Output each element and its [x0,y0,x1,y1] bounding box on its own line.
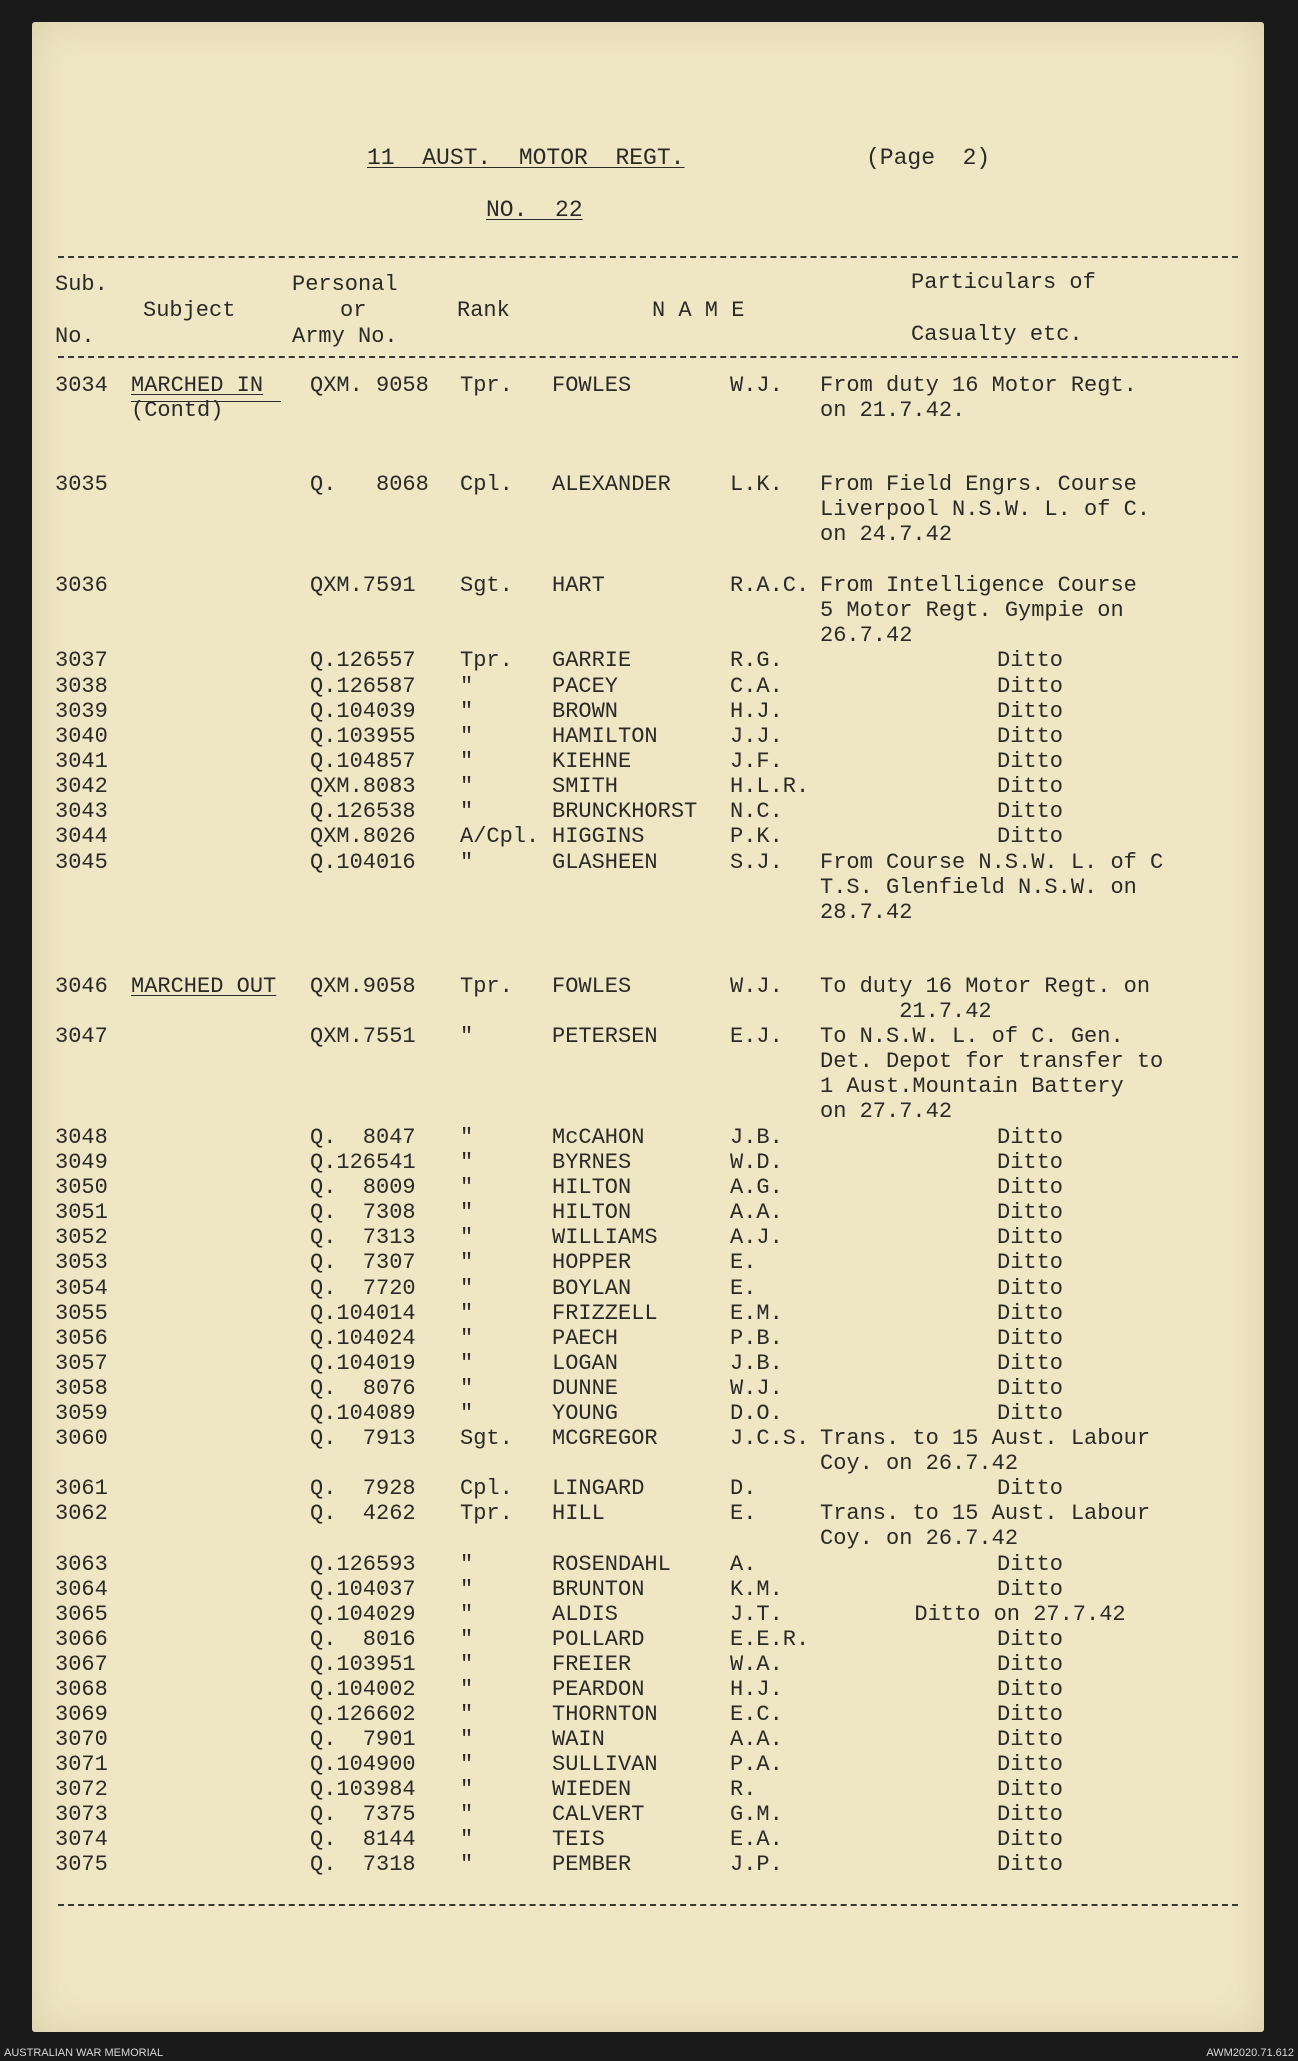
col-army-no-label: Army No. [292,324,398,349]
initials: E.M. [730,1301,783,1326]
particulars-line: Ditto [996,1200,1064,1225]
initials: E.J. [730,1024,783,1049]
army-number: Q.126541 [310,1150,416,1175]
sub-number: 3059 [55,1401,108,1426]
sub-number: 3053 [55,1250,108,1275]
document-number: NO. 22 [486,197,583,223]
initials: E. [730,1276,757,1301]
initials: E.C. [730,1702,783,1727]
initials: A.A. [730,1727,783,1752]
initials: D.O. [730,1401,783,1426]
col-or-label: or [340,298,367,323]
army-number: Q.104039 [310,699,416,724]
sub-number: 3071 [55,1752,108,1777]
army-number: Q.104002 [310,1677,416,1702]
particulars-line: Ditto [996,1802,1064,1827]
army-number: QXM.8083 [310,774,416,799]
sub-number: 3068 [55,1677,108,1702]
rank: " [460,1702,474,1727]
initials: W.D. [730,1150,783,1175]
army-number: Q. 7308 [310,1200,416,1225]
initials: A. [730,1552,757,1577]
sub-number: 3036 [55,573,108,598]
rank: " [460,1125,474,1150]
sub-number: 3070 [55,1727,108,1752]
surname: HART [552,573,605,598]
surname: BOYLAN [552,1276,632,1301]
rank: " [460,1175,474,1200]
rank: " [460,1225,474,1250]
particulars-line: on 27.7.42 [820,1099,953,1124]
particulars-line: Ditto [996,1376,1064,1401]
surname: FREIER [552,1652,632,1677]
sub-number: 3066 [55,1627,108,1652]
initials: C.A. [730,674,783,699]
particulars-line: Ditto [996,1627,1064,1652]
surname: GLASHEEN [552,850,658,875]
unit-title: 11 AUST. MOTOR REGT. [367,145,685,171]
rank: Tpr. [460,373,513,398]
rank: " [460,1301,474,1326]
particulars-line: 26.7.42 [820,623,913,648]
surname: HILL [552,1501,605,1526]
particulars-line: Coy. on 26.7.42 [820,1451,1019,1476]
surname: THORNTON [552,1702,658,1727]
army-number: Q. 8016 [310,1627,416,1652]
army-number: Q. 7928 [310,1476,416,1501]
particulars-line: From Intelligence Course [820,573,1137,598]
surname: McCAHON [552,1125,645,1150]
sub-number: 3073 [55,1802,108,1827]
rank: " [460,1376,474,1401]
surname: PEMBER [552,1852,632,1877]
surname: SMITH [552,774,619,799]
rank: " [460,1024,474,1049]
rank: Tpr. [460,648,513,673]
sub-number: 3063 [55,1552,108,1577]
sub-number: 3058 [55,1376,108,1401]
sub-number: 3043 [55,799,108,824]
initials: K.M. [730,1577,783,1602]
surname: TEIS [552,1827,605,1852]
archive-footer [0,2044,1298,2061]
rank: Cpl. [460,1476,513,1501]
subject: MARCHED OUT [131,974,277,999]
sub-number: 3050 [55,1175,108,1200]
army-number: Q.104900 [310,1752,416,1777]
col-name-label: N A M E [652,298,745,323]
particulars-line: From Field Engrs. Course [820,472,1137,497]
initials: J.C.S. [730,1426,810,1451]
surname: PACEY [552,674,619,699]
rank: " [460,774,474,799]
rank: " [460,1552,474,1577]
sub-number: 3069 [55,1702,108,1727]
rank: " [460,674,474,699]
surname: FOWLES [552,974,632,999]
surname: BRUNTON [552,1577,645,1602]
surname: BYRNES [552,1150,632,1175]
surname: LOGAN [552,1351,619,1376]
surname: DUNNE [552,1376,619,1401]
army-number: QXM.7551 [310,1024,416,1049]
col-subject-label: Subject [143,298,236,323]
col-personal-label: Personal [292,272,398,297]
surname: FRIZZELL [552,1301,658,1326]
rank: Sgt. [460,1426,513,1451]
army-number: Q.104019 [310,1351,416,1376]
rank: " [460,724,474,749]
particulars-line: Ditto [996,1250,1064,1275]
rank: " [460,1276,474,1301]
surname: FOWLES [552,373,632,398]
initials: R. [730,1777,757,1802]
particulars-line: Ditto on 27.7.42 [914,1602,1126,1627]
initials: P.A. [730,1752,783,1777]
sub-number: 3054 [55,1276,108,1301]
initials: N.C. [730,799,783,824]
sub-number: 3044 [55,824,108,849]
surname: YOUNG [552,1401,619,1426]
particulars-line: Ditto [996,1401,1064,1426]
surname: ROSENDAHL [552,1552,671,1577]
surname: HIGGINS [552,824,645,849]
surname: WILLIAMS [552,1225,658,1250]
sub-number: 3055 [55,1301,108,1326]
initials: R.A.C. [730,573,810,598]
army-number: Q. 7901 [310,1727,416,1752]
rank: Tpr. [460,974,513,999]
sub-number: 3065 [55,1602,108,1627]
surname: HOPPER [552,1250,632,1275]
sub-number: 3048 [55,1125,108,1150]
header-divider [58,356,1238,358]
particulars-line: Ditto [996,1552,1064,1577]
rank: " [460,1802,474,1827]
surname: WAIN [552,1727,605,1752]
particulars-line: Coy. on 26.7.42 [820,1526,1019,1551]
rank: " [460,1652,474,1677]
army-number: Q. 7307 [310,1250,416,1275]
sub-number: 3045 [55,850,108,875]
surname: PETERSEN [552,1024,658,1049]
particulars-line: Ditto [996,1677,1064,1702]
sub-number: 3046 [55,974,108,999]
particulars-line: Ditto [996,1175,1064,1200]
army-number: Q.126593 [310,1552,416,1577]
army-number: QXM.7591 [310,573,416,598]
particulars-line: Ditto [996,1125,1064,1150]
sub-number: 3038 [55,674,108,699]
army-number: Q. 8076 [310,1376,416,1401]
surname: MCGREGOR [552,1426,658,1451]
surname: LINGARD [552,1476,645,1501]
army-number: Q. 7375 [310,1802,416,1827]
col-casualty-label: Casualty etc. [911,322,1083,347]
surname: ALEXANDER [552,472,671,497]
col-sub-label: Sub. [55,272,108,297]
army-number: Q.126557 [310,648,416,673]
particulars-line: on 21.7.42. [820,398,966,423]
particulars-line: Ditto [996,1150,1064,1175]
particulars-line: Ditto [996,1577,1064,1602]
surname: PEARDON [552,1677,645,1702]
initials: L.K. [730,472,783,497]
sub-number: 3037 [55,648,108,673]
sub-number: 3049 [55,1150,108,1175]
sub-number: 3051 [55,1200,108,1225]
initials: P.K. [730,824,783,849]
army-number: Q. 4262 [310,1501,416,1526]
sub-number: 3074 [55,1827,108,1852]
particulars-line: To duty 16 Motor Regt. on [820,974,1151,999]
particulars-line: 5 Motor Regt. Gympie on [820,598,1124,623]
initials: W.J. [730,373,783,398]
initials: H.J. [730,699,783,724]
particulars-line: Det. Depot for transfer to [820,1049,1164,1074]
initials: A.J. [730,1225,783,1250]
particulars-line: From Course N.S.W. L. of C [820,850,1164,875]
initials: A.G. [730,1175,783,1200]
rank: " [460,1777,474,1802]
particulars-line: Ditto [996,1827,1064,1852]
sub-number: 3062 [55,1501,108,1526]
rank: " [460,1677,474,1702]
rank: " [460,1401,474,1426]
rank: " [460,1577,474,1602]
top-divider [58,256,1238,258]
initials: W.A. [730,1652,783,1677]
initials: J.P. [730,1852,783,1877]
sub-number: 3075 [55,1852,108,1877]
rank: Cpl. [460,472,513,497]
rank: " [460,850,474,875]
surname: POLLARD [552,1627,645,1652]
sub-number: 3057 [55,1351,108,1376]
sub-number: 3052 [55,1225,108,1250]
rank: " [460,1727,474,1752]
subject: MARCHED IN [131,373,264,398]
rank: " [460,1326,474,1351]
particulars-line: Ditto [996,749,1064,774]
initials: E.E.R. [730,1627,810,1652]
col-no-label: No. [55,324,95,349]
particulars-line: To N.S.W. L. of C. Gen. [820,1024,1124,1049]
initials: J.B. [730,1351,783,1376]
initials: P.B. [730,1326,783,1351]
army-number: Q.104089 [310,1401,416,1426]
page-number: (Page 2) [866,145,991,171]
rank: " [460,1602,474,1627]
surname: SULLIVAN [552,1752,658,1777]
initials: E. [730,1250,757,1275]
particulars-line: From duty 16 Motor Regt. [820,373,1137,398]
particulars-line: Trans. to 15 Aust. Labour [820,1501,1151,1526]
bottom-divider [58,1904,1238,1906]
surname: BRUNCKHORST [552,799,698,824]
col-rank-label: Rank [457,298,510,323]
particulars-line: T.S. Glenfield N.S.W. on [820,875,1137,900]
sub-number: 3035 [55,472,108,497]
surname: PAECH [552,1326,619,1351]
sub-number: 3067 [55,1652,108,1677]
army-number: Q.103951 [310,1652,416,1677]
surname: BROWN [552,699,619,724]
initials: R.G. [730,648,783,673]
initials: J.B. [730,1125,783,1150]
army-number: Q.103955 [310,724,416,749]
particulars-line: Ditto [996,1476,1064,1501]
army-number: Q.104024 [310,1326,416,1351]
particulars-line: Ditto [996,1276,1064,1301]
particulars-line: Ditto [996,1752,1064,1777]
army-number: Q. 7313 [310,1225,416,1250]
army-number: Q.126587 [310,674,416,699]
particulars-line: Ditto [996,1301,1064,1326]
surname: GARRIE [552,648,632,673]
army-number: Q. 7720 [310,1276,416,1301]
subject-underline [131,401,281,402]
sub-number: 3042 [55,774,108,799]
particulars-line: Ditto [996,1777,1064,1802]
army-number: Q. 7318 [310,1852,416,1877]
sub-number: 3040 [55,724,108,749]
rank: " [460,1250,474,1275]
sub-number: 3064 [55,1577,108,1602]
particulars-line: Ditto [996,674,1064,699]
sub-number: 3039 [55,699,108,724]
army-number: Q.104029 [310,1602,416,1627]
particulars-line: Ditto [996,1326,1064,1351]
subject-continued: (Contd) [131,398,224,423]
army-number: QXM.9058 [310,974,416,999]
surname: WIEDEN [552,1777,632,1802]
army-number: Q. 8068 [310,472,429,497]
initials: W.J. [730,974,783,999]
army-number: Q. 8144 [310,1827,416,1852]
particulars-line: 1 Aust.Mountain Battery [820,1074,1124,1099]
army-number: QXM.8026 [310,824,416,849]
particulars-line: Ditto [996,799,1064,824]
sub-number: 3072 [55,1777,108,1802]
rank: " [460,799,474,824]
sub-number: 3041 [55,749,108,774]
rank: A/Cpl. [460,824,540,849]
sub-number: 3034 [55,373,108,398]
particulars-line: Ditto [996,824,1064,849]
rank: " [460,1752,474,1777]
sub-number: 3060 [55,1426,108,1451]
initials: H.L.R. [730,774,810,799]
rank: Tpr. [460,1501,513,1526]
surname: ALDIS [552,1602,619,1627]
rank: " [460,1852,474,1877]
surname: KIEHNE [552,749,632,774]
col-particulars-label: Particulars of [911,270,1096,295]
initials: H.J. [730,1677,783,1702]
initials: E.A. [730,1827,783,1852]
footer-reference: AWM2020.71.612 [1206,2047,1294,2059]
particulars-line: Ditto [996,1225,1064,1250]
army-number: Q.104016 [310,850,416,875]
initials: W.J. [730,1376,783,1401]
rank: " [460,1827,474,1852]
army-number: Q. 8047 [310,1125,416,1150]
rank: " [460,1150,474,1175]
initials: G.M. [730,1802,783,1827]
rank: " [460,1351,474,1376]
initials: S.J. [730,850,783,875]
surname: HILTON [552,1200,632,1225]
army-number: Q.126602 [310,1702,416,1727]
rank: Sgt. [460,573,513,598]
army-number: Q.103984 [310,1777,416,1802]
initials: J.J. [730,724,783,749]
surname: CALVERT [552,1802,645,1827]
particulars-line: 21.7.42 [820,999,992,1024]
particulars-line: Ditto [996,1852,1064,1877]
rank: " [460,749,474,774]
particulars-line: Ditto [996,724,1064,749]
particulars-line: on 24.7.42 [820,522,953,547]
army-number: QXM. 9058 [310,373,429,398]
army-number: Q.104037 [310,1577,416,1602]
rank: " [460,1200,474,1225]
particulars-line: Ditto [996,774,1064,799]
sub-number: 3061 [55,1476,108,1501]
army-number: Q. 7913 [310,1426,416,1451]
army-number: Q.126538 [310,799,416,824]
particulars-line: Trans. to 15 Aust. Labour [820,1426,1151,1451]
initials: D. [730,1476,757,1501]
initials: J.F. [730,749,783,774]
particulars-line: Liverpool N.S.W. L. of C. [820,497,1151,522]
initials: J.T. [730,1602,783,1627]
rank: " [460,699,474,724]
particulars-line: Ditto [996,1351,1064,1376]
particulars-line: Ditto [996,1702,1064,1727]
surname: HILTON [552,1175,632,1200]
army-number: Q.104857 [310,749,416,774]
footer-institution: AUSTRALIAN WAR MEMORIAL [4,2047,164,2059]
rank: " [460,1627,474,1652]
initials: E. [730,1501,757,1526]
army-number: Q.104014 [310,1301,416,1326]
particulars-line: Ditto [996,648,1064,673]
surname: HAMILTON [552,724,658,749]
particulars-line: Ditto [996,1727,1064,1752]
initials: A.A. [730,1200,783,1225]
army-number: Q. 8009 [310,1175,416,1200]
sub-number: 3047 [55,1024,108,1049]
particulars-line: Ditto [996,699,1064,724]
sub-number: 3056 [55,1326,108,1351]
particulars-line: 28.7.42 [820,900,913,925]
particulars-line: Ditto [996,1652,1064,1677]
